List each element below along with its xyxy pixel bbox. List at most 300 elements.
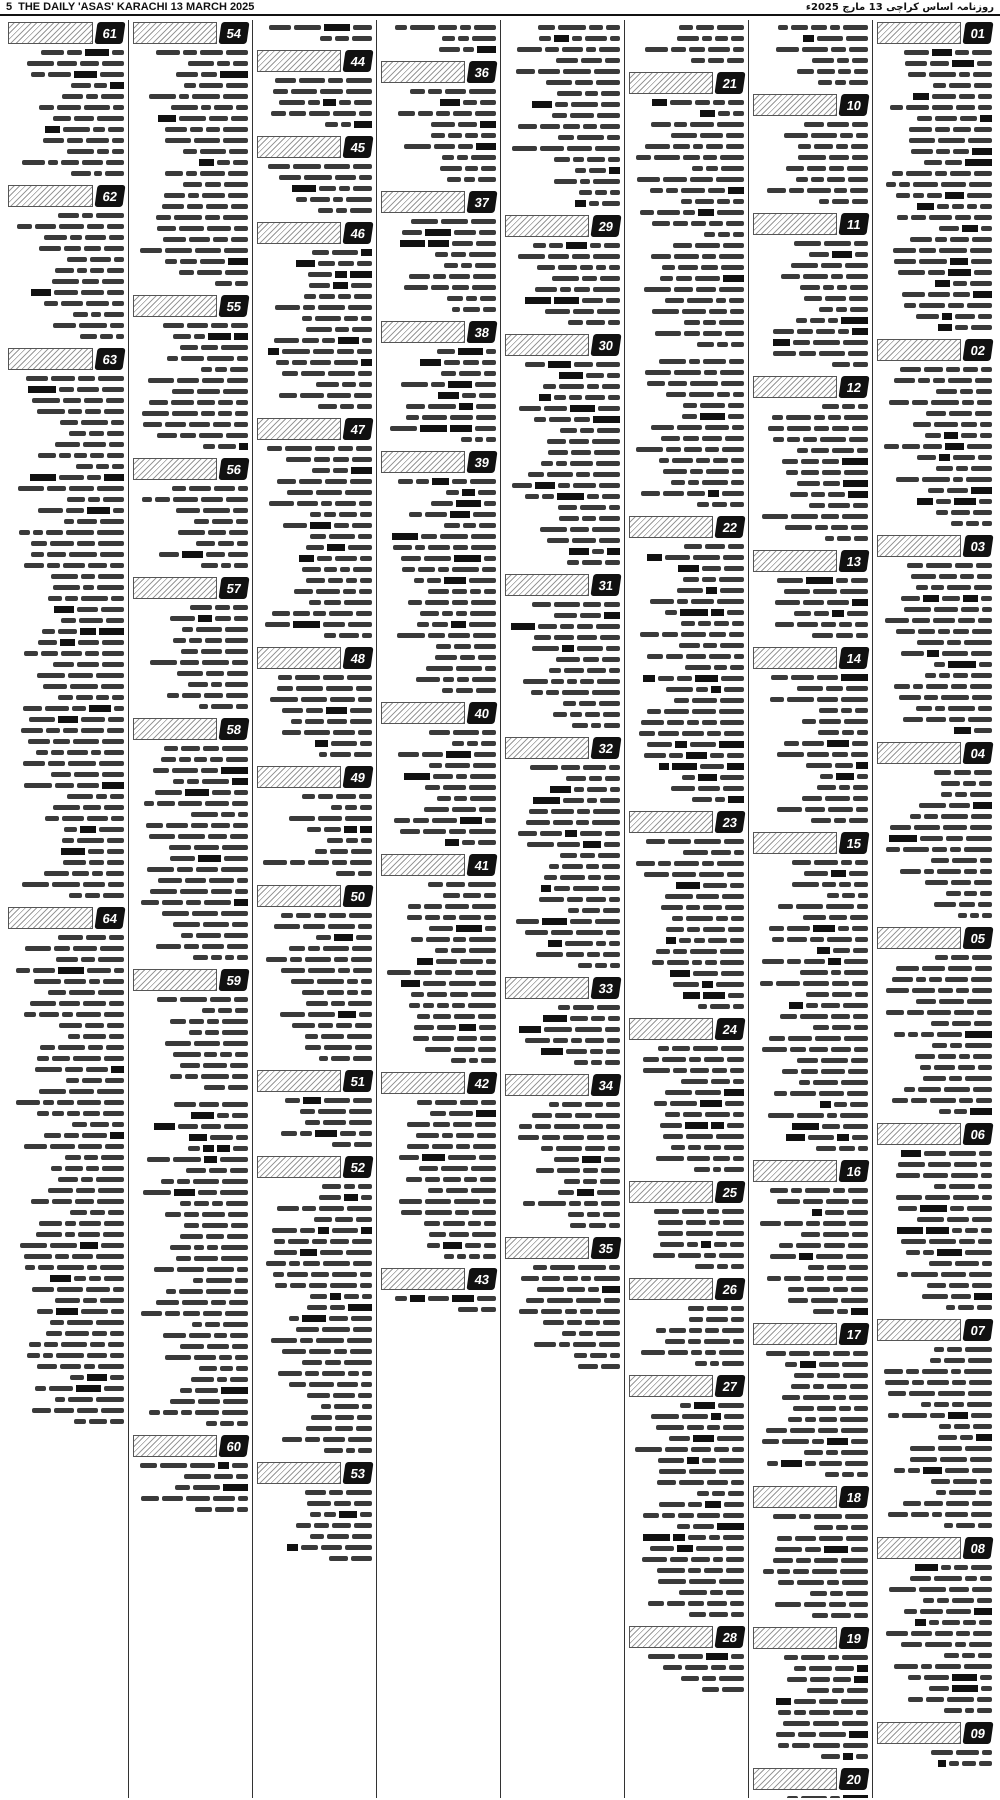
text-line	[257, 1247, 372, 1258]
item-body-text	[629, 97, 744, 350]
text-line	[629, 1336, 744, 1347]
item-headline-box	[629, 811, 713, 833]
item-body-text	[257, 1181, 372, 1456]
text-line	[877, 267, 992, 278]
text-line	[877, 604, 992, 615]
text-line	[877, 311, 992, 322]
text-line	[8, 1009, 124, 1020]
item-headline-box	[753, 94, 837, 116]
text-line	[8, 1372, 124, 1383]
text-line	[133, 1027, 248, 1038]
text-line	[257, 86, 372, 97]
text-line	[133, 80, 248, 91]
text-line	[257, 965, 372, 976]
item-header	[381, 1268, 496, 1290]
text-line	[877, 300, 992, 311]
text-line	[629, 1261, 744, 1272]
text-line	[133, 1407, 248, 1418]
item-header	[505, 977, 620, 999]
text-line	[629, 979, 744, 990]
text-line	[8, 725, 124, 736]
text-line	[8, 560, 124, 571]
text-line	[8, 626, 124, 637]
text-line	[381, 390, 496, 401]
text-line	[8, 113, 124, 124]
text-line	[257, 1509, 372, 1520]
item-body-text	[629, 836, 744, 1012]
text-line	[133, 635, 248, 646]
text-line	[381, 674, 496, 685]
text-line	[877, 582, 992, 593]
text-line	[257, 749, 372, 760]
text-line	[133, 1099, 248, 1110]
text-line	[629, 1576, 744, 1587]
news-item-39	[381, 451, 496, 696]
news-item-64	[8, 907, 124, 1427]
item-number-badge: 17	[838, 1323, 869, 1345]
item-body-text	[133, 1460, 248, 1515]
text-line	[381, 379, 496, 390]
text-line	[753, 1469, 868, 1480]
text-line	[505, 861, 620, 872]
text-line	[877, 1258, 992, 1269]
text-line	[8, 659, 124, 670]
item-header	[8, 185, 124, 207]
text-line	[133, 613, 248, 624]
text-line	[257, 802, 372, 813]
news-item-continued	[133, 1099, 248, 1429]
text-line	[133, 831, 248, 842]
item-header	[133, 458, 248, 480]
text-line	[753, 1077, 868, 1088]
text-line	[877, 1291, 992, 1302]
text-line	[257, 258, 372, 269]
text-line	[753, 1306, 868, 1317]
text-line	[753, 359, 868, 370]
text-line	[133, 1005, 248, 1016]
item-headline-box	[877, 742, 961, 764]
text-line	[877, 1170, 992, 1181]
text-line	[257, 280, 372, 291]
text-line	[505, 198, 620, 209]
text-line	[505, 557, 620, 568]
text-line	[8, 1163, 124, 1174]
text-line	[133, 1049, 248, 1060]
text-line	[381, 1108, 496, 1119]
text-line	[877, 201, 992, 212]
text-line	[877, 571, 992, 582]
item-header	[877, 1123, 992, 1145]
text-line	[629, 185, 744, 196]
text-line	[753, 1652, 868, 1663]
text-line	[257, 302, 372, 313]
item-header	[381, 451, 496, 473]
item-headline-box	[505, 737, 589, 759]
text-line	[8, 1174, 124, 1185]
news-item-52	[257, 1156, 372, 1456]
text-line	[8, 1416, 124, 1427]
text-line	[629, 1098, 744, 1109]
text-line	[257, 247, 372, 258]
text-line	[877, 518, 992, 529]
text-line	[877, 1498, 992, 1509]
text-line	[8, 1229, 124, 1240]
text-line	[381, 238, 496, 249]
text-line	[753, 434, 868, 445]
text-line	[505, 414, 620, 425]
text-line	[505, 403, 620, 414]
text-line	[753, 282, 868, 293]
text-line	[505, 654, 620, 665]
text-line	[381, 22, 496, 33]
text-line	[133, 1493, 248, 1504]
text-line	[505, 1262, 620, 1273]
text-line	[877, 996, 992, 1007]
news-item-30	[505, 334, 620, 568]
item-number-badge: 12	[838, 376, 869, 398]
text-line	[8, 80, 124, 91]
text-line	[629, 1153, 744, 1164]
text-line	[629, 1499, 744, 1510]
text-line	[257, 22, 372, 33]
text-line	[505, 110, 620, 121]
text-line	[629, 1076, 744, 1087]
text-line	[8, 1119, 124, 1130]
text-line	[8, 331, 124, 342]
text-line	[257, 1542, 372, 1553]
text-line	[505, 491, 620, 502]
text-line	[381, 641, 496, 652]
item-headline-box	[629, 1626, 713, 1648]
text-line	[505, 762, 620, 773]
text-line	[629, 847, 744, 858]
text-line	[753, 989, 868, 1000]
item-body-text	[257, 443, 372, 641]
item-body-text	[257, 1095, 372, 1150]
text-line	[133, 1016, 248, 1027]
text-line	[8, 146, 124, 157]
text-line	[8, 692, 124, 703]
text-line	[505, 513, 620, 524]
text-line	[753, 716, 868, 727]
text-line	[133, 1286, 248, 1297]
text-line	[257, 727, 372, 738]
news-item-61	[8, 22, 124, 179]
text-line	[753, 163, 868, 174]
item-header	[8, 348, 124, 370]
item-header	[753, 1160, 868, 1182]
text-line	[8, 1031, 124, 1042]
item-header	[133, 969, 248, 991]
text-line	[505, 284, 620, 295]
text-line	[877, 1747, 992, 1758]
news-item-60	[133, 1435, 248, 1515]
item-header	[133, 718, 248, 740]
text-line	[505, 502, 620, 513]
text-line	[629, 1228, 744, 1239]
text-line	[133, 1275, 248, 1286]
text-line	[753, 326, 868, 337]
text-line	[257, 443, 372, 454]
text-line	[877, 1181, 992, 1192]
item-header	[629, 72, 744, 94]
text-line	[629, 411, 744, 422]
text-line	[877, 899, 992, 910]
item-headline-box	[8, 185, 93, 207]
item-header	[877, 742, 992, 764]
news-item-28	[629, 1626, 744, 1695]
text-line	[629, 1347, 744, 1358]
text-line	[505, 1002, 620, 1013]
text-line	[133, 1082, 248, 1093]
text-line	[753, 511, 868, 522]
text-line	[505, 1121, 620, 1132]
item-number-badge: 42	[466, 1072, 497, 1094]
item-number-badge: 31	[590, 574, 621, 596]
text-line	[133, 1396, 248, 1407]
text-line	[877, 1280, 992, 1291]
news-item-51	[257, 1070, 372, 1150]
text-line	[381, 608, 496, 619]
text-line	[133, 441, 248, 452]
text-line	[753, 619, 868, 630]
text-line	[753, 533, 868, 544]
item-headline-box	[505, 574, 589, 596]
text-line	[753, 857, 868, 868]
item-body-text	[257, 161, 372, 216]
text-line	[381, 108, 496, 119]
text-line	[133, 179, 248, 190]
text-line	[877, 289, 992, 300]
text-line	[133, 1308, 248, 1319]
text-line	[133, 679, 248, 690]
text-line	[381, 771, 496, 782]
text-line	[505, 927, 620, 938]
item-body-text	[629, 356, 744, 510]
text-line	[133, 1297, 248, 1308]
item-headline-box	[257, 885, 341, 907]
item-headline-box	[257, 50, 341, 72]
text-line	[877, 1454, 992, 1465]
text-line	[257, 291, 372, 302]
text-line	[381, 1196, 496, 1207]
paper-name: THE DAILY 'ASAS' KARACHI 13 MARCH 2025	[18, 1, 255, 13]
news-item-13	[753, 550, 868, 641]
text-line	[629, 1325, 744, 1336]
text-line	[877, 1487, 992, 1498]
text-line	[877, 507, 992, 518]
text-line	[257, 1487, 372, 1498]
text-line	[753, 1392, 868, 1403]
item-number-badge: 53	[342, 1462, 373, 1484]
text-line	[505, 187, 620, 198]
text-line	[381, 815, 496, 826]
text-line	[629, 1444, 744, 1455]
item-headline-box	[505, 334, 589, 356]
text-line	[133, 1187, 248, 1198]
text-line	[8, 976, 124, 987]
text-line	[505, 392, 620, 403]
item-body-text	[753, 1348, 868, 1480]
text-line	[629, 240, 744, 251]
item-body-text	[753, 857, 868, 1154]
text-line	[629, 541, 744, 552]
item-headline-box	[753, 550, 837, 572]
item-headline-box	[753, 1486, 837, 1508]
text-line	[629, 1532, 744, 1543]
text-line	[877, 1040, 992, 1051]
text-line	[133, 146, 248, 157]
text-line	[877, 910, 992, 921]
text-line	[877, 212, 992, 223]
news-item-59	[133, 969, 248, 1093]
text-line	[133, 765, 248, 776]
text-line	[877, 963, 992, 974]
text-line	[753, 1511, 868, 1522]
text-line	[257, 161, 372, 172]
item-body-text	[753, 238, 868, 370]
item-headline-box	[877, 927, 961, 949]
text-line	[505, 33, 620, 44]
text-line	[8, 780, 124, 791]
text-line	[381, 1022, 496, 1033]
text-line	[629, 1303, 744, 1314]
text-line	[753, 489, 868, 500]
item-header	[505, 574, 620, 596]
text-line	[257, 694, 372, 705]
text-line	[877, 256, 992, 267]
item-body-text	[133, 1099, 248, 1429]
item-body-text	[381, 86, 496, 185]
text-line	[8, 494, 124, 505]
text-line	[257, 313, 372, 324]
text-line	[133, 364, 248, 375]
item-number-badge: 26	[714, 1278, 745, 1300]
news-item-03	[877, 535, 992, 736]
text-line	[133, 135, 248, 146]
text-line	[753, 1566, 868, 1577]
text-line	[8, 320, 124, 331]
text-line	[381, 1044, 496, 1055]
item-headline-box	[753, 376, 837, 398]
text-line	[753, 630, 868, 641]
item-body-text	[505, 599, 620, 731]
text-line	[8, 1394, 124, 1405]
text-line	[753, 1273, 868, 1284]
text-line	[381, 685, 496, 696]
text-line	[877, 1584, 992, 1595]
text-line	[257, 401, 372, 412]
text-line	[8, 1284, 124, 1295]
text-line	[8, 736, 124, 747]
text-line	[505, 546, 620, 557]
text-line	[505, 1024, 620, 1035]
text-line	[381, 749, 496, 760]
text-line	[133, 560, 248, 571]
text-line	[257, 194, 372, 205]
text-line	[133, 1121, 248, 1132]
item-headline-box	[381, 321, 465, 343]
text-line	[381, 130, 496, 141]
text-line	[8, 210, 124, 221]
text-line	[877, 1073, 992, 1084]
item-header	[629, 1375, 744, 1397]
text-line	[505, 1143, 620, 1154]
text-line	[877, 1758, 992, 1769]
text-line	[257, 1357, 372, 1368]
text-line	[753, 1588, 868, 1599]
text-line	[381, 575, 496, 586]
item-body-text	[381, 216, 496, 315]
item-number-badge: 51	[342, 1070, 373, 1092]
text-line	[629, 1131, 744, 1142]
item-headline-box	[381, 1268, 465, 1290]
item-headline-box	[877, 1537, 961, 1559]
text-line	[257, 943, 372, 954]
masthead-left	[6, 1, 254, 13]
text-line	[257, 921, 372, 932]
item-number-badge: 02	[962, 339, 993, 361]
text-line	[877, 855, 992, 866]
news-item-48	[257, 647, 372, 760]
text-line	[133, 168, 248, 179]
text-line	[8, 428, 124, 439]
text-line	[8, 1295, 124, 1306]
item-header	[8, 22, 124, 44]
text-line	[505, 1273, 620, 1284]
item-headline-box	[877, 339, 961, 361]
text-line	[629, 378, 744, 389]
news-item-38	[381, 321, 496, 445]
text-line	[257, 716, 372, 727]
text-line	[257, 1553, 372, 1564]
column-2	[748, 20, 872, 1798]
item-header	[629, 1181, 744, 1203]
item-body-text	[629, 1043, 744, 1175]
item-body-text	[133, 483, 248, 571]
text-line	[753, 967, 868, 978]
item-body-text	[381, 1097, 496, 1262]
text-line	[629, 990, 744, 1001]
text-line	[629, 229, 744, 240]
text-line	[629, 1554, 744, 1565]
item-body-text	[877, 47, 992, 333]
text-line	[753, 1218, 868, 1229]
item-header	[877, 22, 992, 44]
item-header	[753, 1627, 868, 1649]
text-line	[505, 524, 620, 535]
news-item-31	[505, 574, 620, 731]
text-line	[133, 701, 248, 712]
text-line	[257, 586, 372, 597]
item-headline-box	[8, 348, 93, 370]
text-line	[877, 234, 992, 245]
text-line	[381, 520, 496, 531]
text-line	[629, 55, 744, 66]
news-item-37	[381, 191, 496, 315]
text-line	[257, 1020, 372, 1031]
text-line	[753, 1143, 868, 1154]
text-line	[133, 1038, 248, 1049]
text-line	[629, 1598, 744, 1609]
text-line	[753, 478, 868, 489]
text-line	[257, 357, 372, 368]
text-line	[753, 1555, 868, 1566]
text-line	[505, 850, 620, 861]
text-line	[381, 531, 496, 542]
text-line	[8, 58, 124, 69]
item-body-text	[381, 346, 496, 445]
